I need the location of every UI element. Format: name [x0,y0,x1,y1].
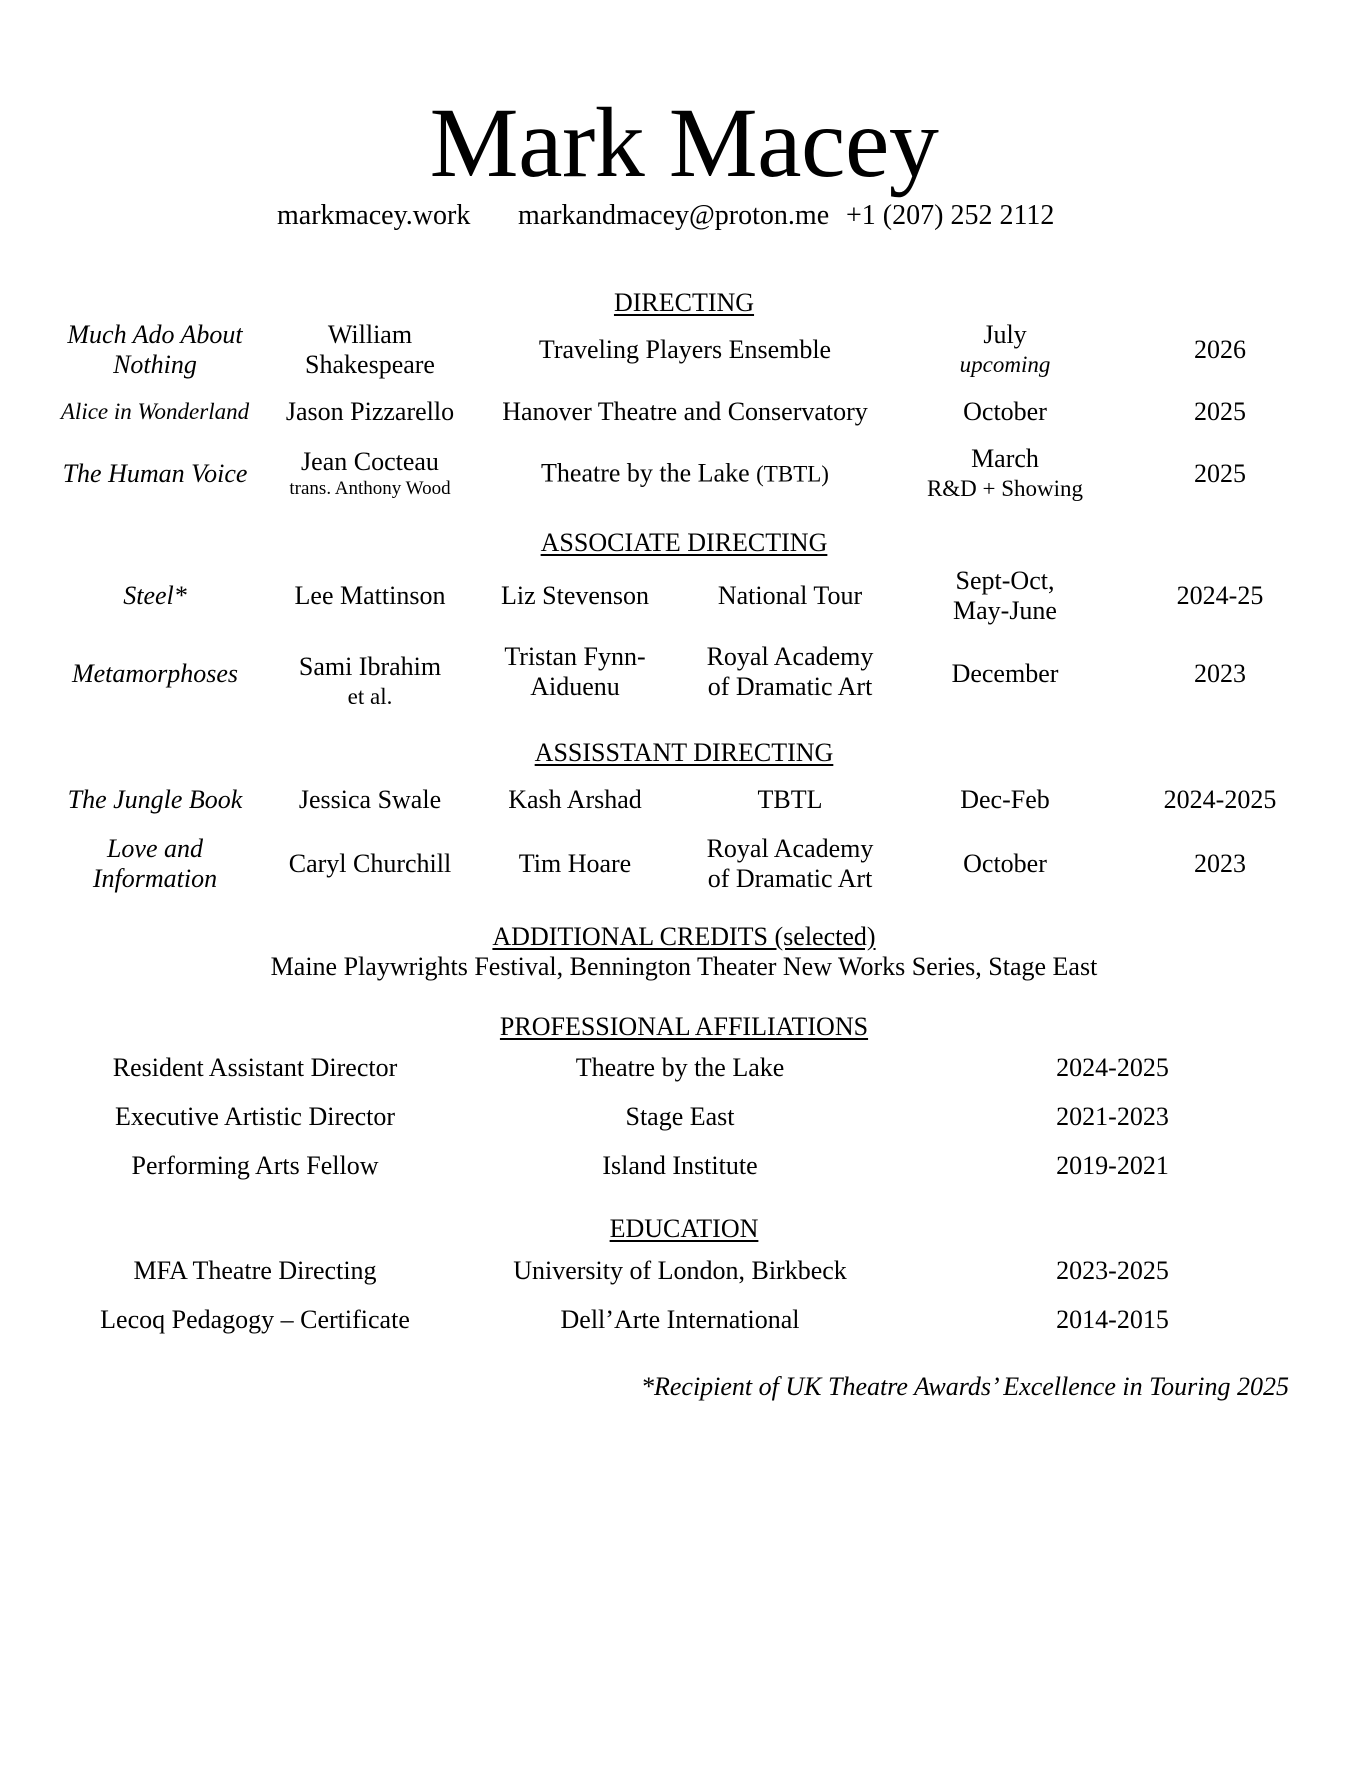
education-school: University of London, Birkbeck [513,1256,847,1285]
resume-name: Mark Macey [429,87,939,198]
section-heading-education: EDUCATION [609,1214,759,1243]
assistant-title: The Jungle Book [67,785,243,814]
directing-month: March R&D + Showing [926,444,1084,501]
assistant-year: 2024-2025 [1163,785,1277,814]
associate-venue: Royal Academy of Dramatic Art [706,642,874,701]
assistant-director: Kash Arshad [508,785,642,814]
phone-number: +1 (207) 252 2112 [846,200,1055,231]
affiliation-role: Executive Artistic Director [114,1102,396,1131]
associate-title: Metamorphoses [71,659,239,688]
directing-author: Jean Cocteau trans. Anthony Wood [289,447,451,499]
section-heading-additional-credits: ADDITIONAL CREDITS (selected) [492,922,876,951]
education-years: 2014-2015 [1056,1305,1169,1334]
associate-venue: National Tour [717,581,863,610]
assistant-month: Dec-Feb [960,785,1050,814]
directing-year: 2026 [1194,335,1246,364]
affiliation-org: Theatre by the Lake [575,1053,785,1082]
assistant-venue: TBTL [757,785,823,814]
assistant-title: Love and Information [92,834,218,893]
affiliation-org: Stage East [625,1102,735,1131]
associate-director: Tristan Fynn- Aiduenu [504,642,646,701]
assistant-author: Caryl Churchill [288,849,452,878]
affiliation-years: 2019-2021 [1056,1151,1169,1180]
affiliation-years: 2024-2025 [1056,1053,1169,1082]
affiliation-role: Performing Arts Fellow [131,1151,379,1180]
award-footnote: *Recipient of UK Theatre Awards’ Excellence in Touring 2025 [640,1372,1289,1401]
affiliation-org: Island Institute [602,1151,758,1180]
section-heading-associate-directing: ASSOCIATE DIRECTING [540,528,828,557]
education-degree: MFA Theatre Directing [133,1256,377,1285]
associate-month: December [951,659,1059,688]
assistant-year: 2023 [1194,849,1246,878]
section-heading-assistant-directing: ASSISSTANT DIRECTING [534,738,834,767]
affiliation-role: Resident Assistant Director [112,1053,398,1082]
directing-title: Much Ado About Nothing [67,320,243,379]
directing-author: William Shakespeare [305,320,435,379]
directing-year: 2025 [1194,459,1246,488]
directing-author: Jason Pizzarello [285,397,455,426]
section-heading-affiliations: PROFESSIONAL AFFILIATIONS [499,1012,869,1041]
assistant-director: Tim Hoare [518,849,632,878]
associate-author: Lee Mattinson [294,581,446,610]
education-degree: Lecoq Pedagogy – Certificate [100,1305,410,1334]
directing-company: Traveling Players Ensemble [538,335,832,364]
directing-title: Alice in Wonderland [60,399,250,424]
directing-company: Hanover Theatre and Conservatory [502,397,868,426]
education-years: 2023-2025 [1056,1256,1169,1285]
assistant-venue: Royal Academy of Dramatic Art [706,834,874,893]
directing-title: The Human Voice [62,459,248,488]
associate-year: 2023 [1194,659,1246,688]
directing-month: October [963,397,1047,426]
education-school: Dell’Arte International [560,1305,800,1334]
website-link[interactable]: markmacey.work [277,200,471,231]
directing-year: 2025 [1194,397,1246,426]
assistant-month: October [963,849,1047,878]
associate-month: Sept-Oct, May-June [953,566,1057,625]
directing-company: Theatre by the Lake (TBTL) [541,458,829,488]
affiliation-years: 2021-2023 [1056,1102,1169,1131]
associate-director: Liz Stevenson [500,581,650,610]
section-heading-directing: DIRECTING [613,288,755,317]
associate-author: Sami Ibrahim et al. [298,652,442,709]
directing-month: July upcoming [959,320,1051,377]
additional-credits-text: Maine Playwrights Festival, Bennington Theater New Works Series, Stage East [270,952,1098,981]
associate-year: 2024-25 [1176,581,1264,610]
email-link[interactable]: markandmacey@proton.me [518,200,830,231]
associate-title: Steel* [123,581,187,610]
assistant-author: Jessica Swale [298,785,442,814]
